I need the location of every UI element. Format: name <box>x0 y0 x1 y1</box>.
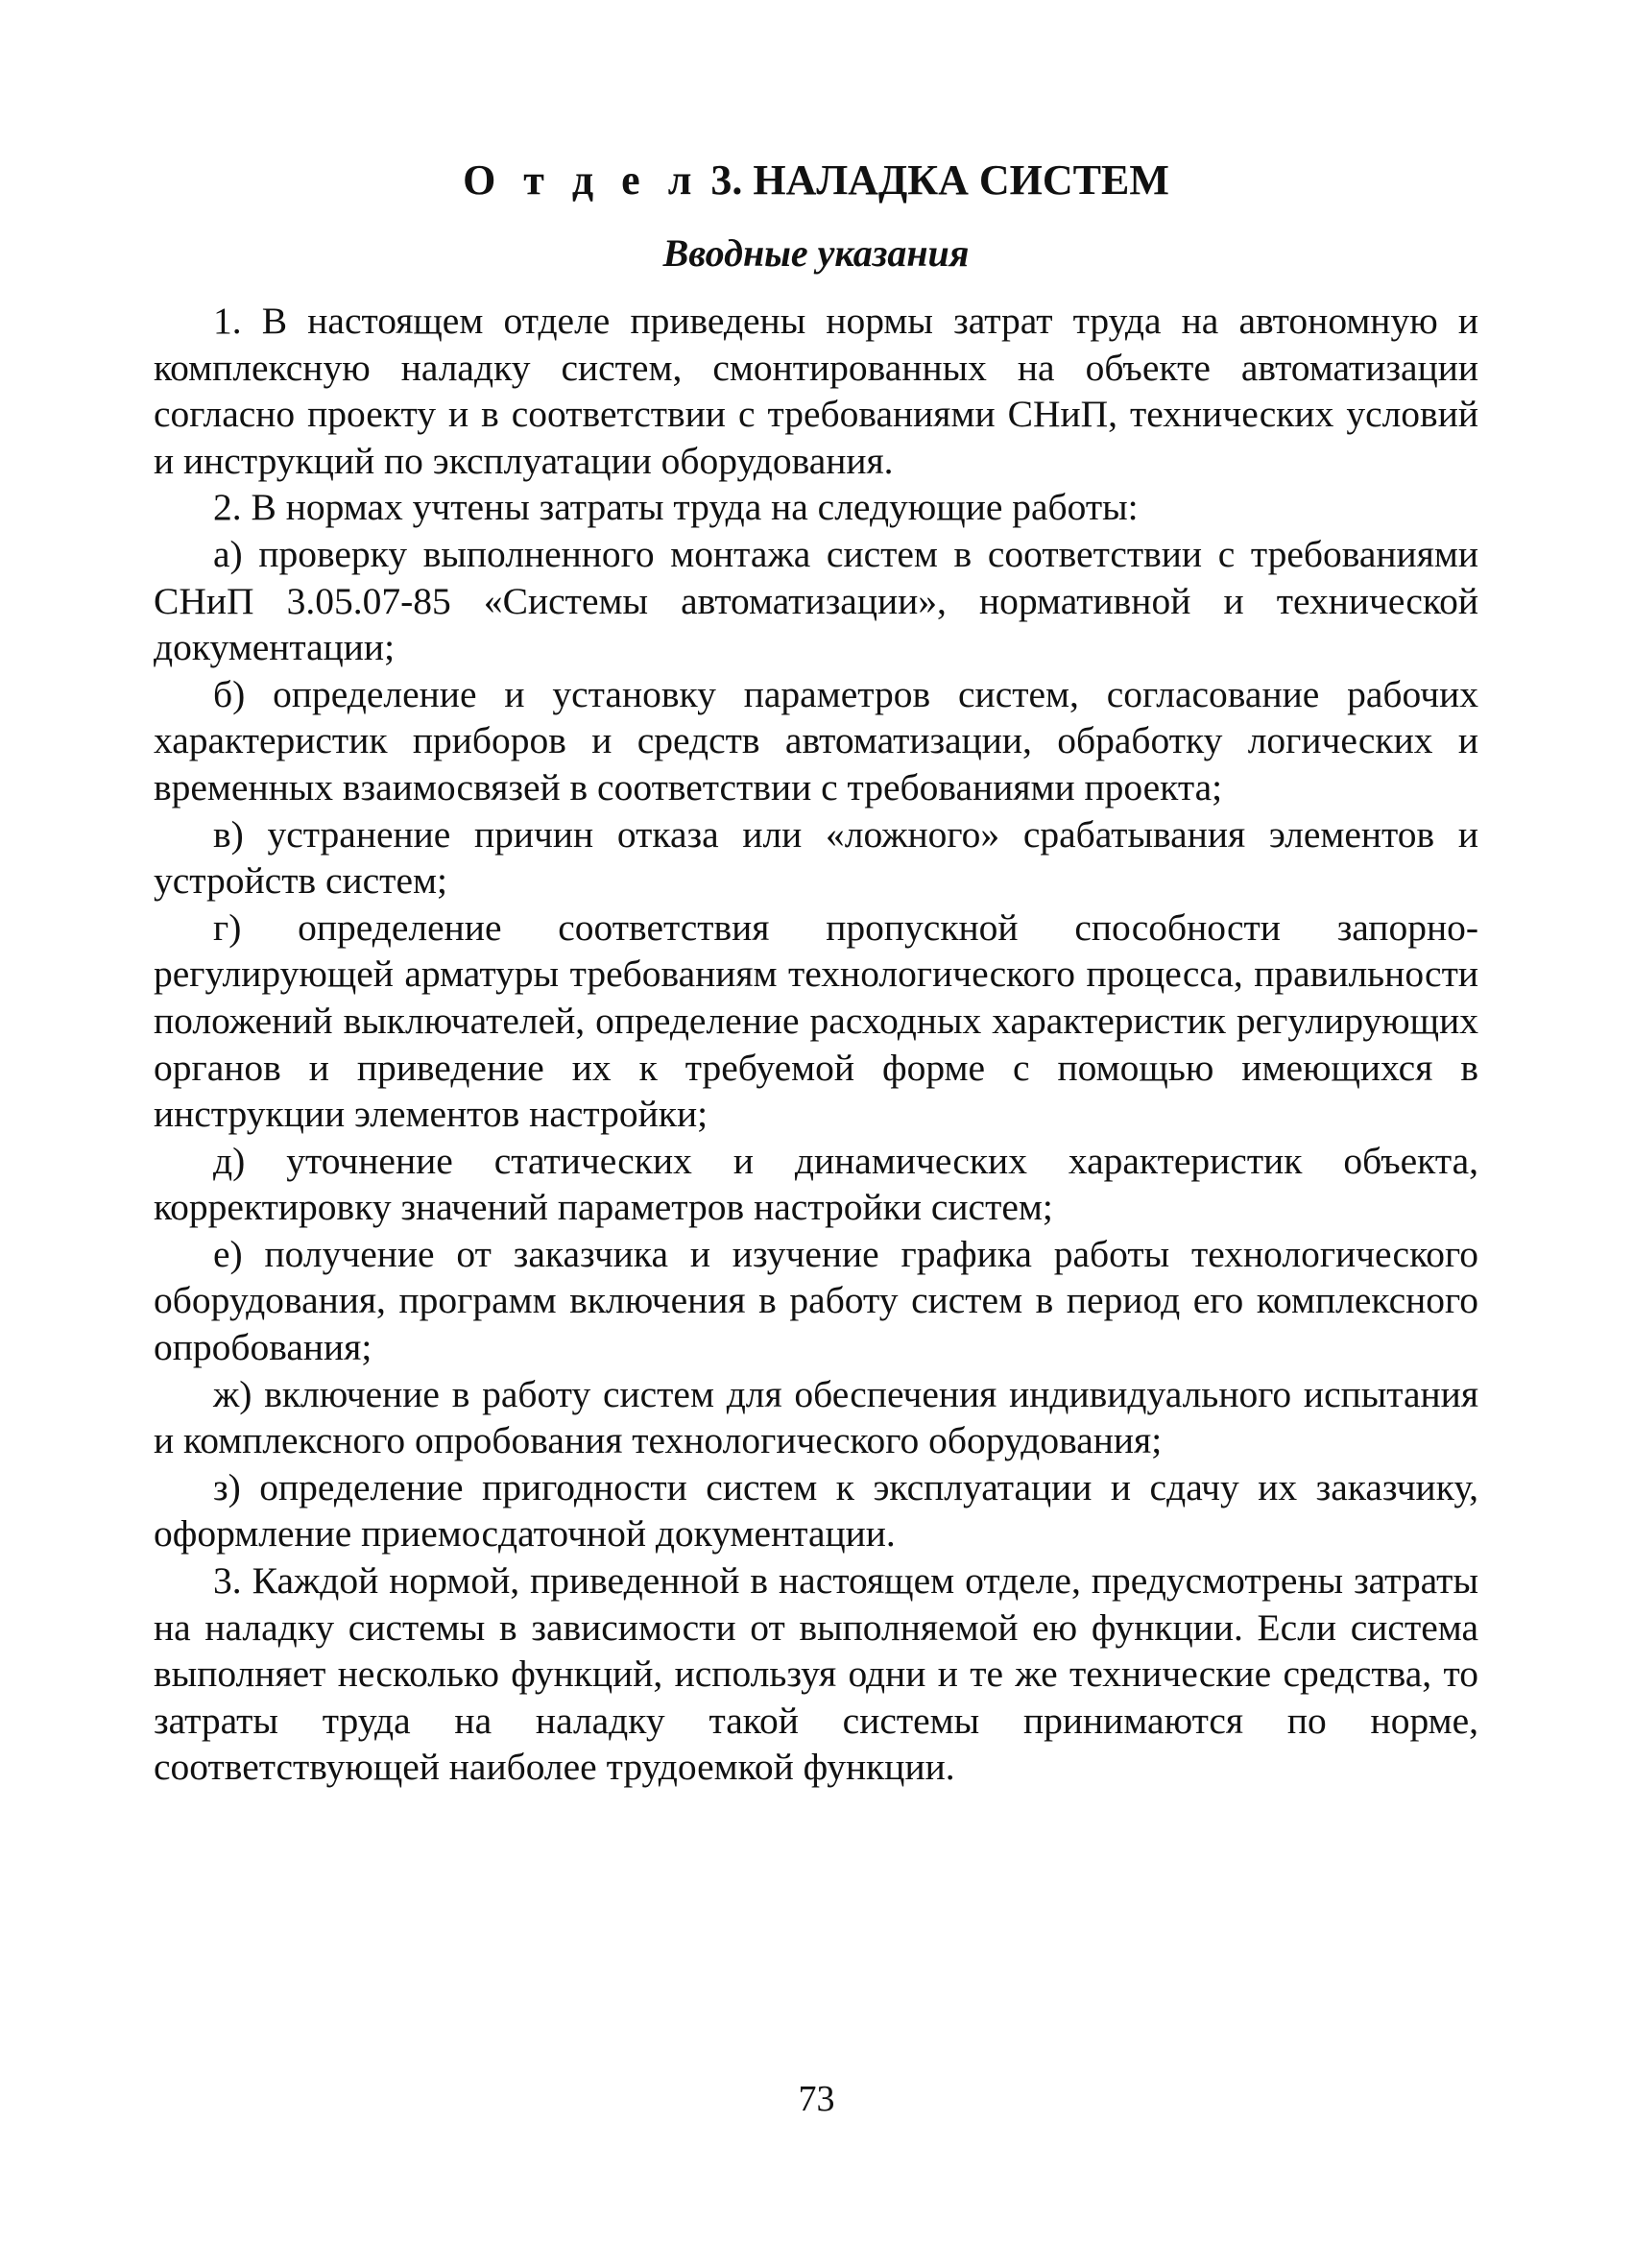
section-title <box>154 154 1478 207</box>
list-item-a: а) проверку выполненного монтажа систем в соответствии с требованиями СНиП 3.05.07-85 «Системы автоматизации», нормативной и технической документации; <box>154 532 1478 669</box>
page-number: 73 <box>798 2079 835 2119</box>
paragraph-2: 2. В нормах учтены затраты труда на следующие работы: <box>213 486 1139 529</box>
list-item-e: е) получение от заказчика и изучение графика работы технологического оборудования, программ включения в работу систем в период его комплексного опробования; <box>154 1232 1478 1369</box>
section-title-prefix: О т д е л <box>463 157 701 204</box>
list-item-d: д) уточнение статических и динамических характеристик объекта, корректировку значений параметров настройки систем; <box>154 1139 1478 1229</box>
list-item-b: б) определение и установку параметров систем, согласование рабочих характеристик приборов и средств автоматизации, обработку логических и временных взаимосвязей в соответствии с требованиями проекта; <box>154 672 1478 808</box>
list-item-zh: ж) включение в работу систем для обеспечения индивидуального испытания и комплексного опробования технологического оборудования; <box>154 1372 1478 1462</box>
list-item-z: з) определение пригодности систем к эксплуатации и сдачу их заказчику, оформление приемосдаточной документации. <box>154 1465 1478 1556</box>
list-item-g: г) определение соответствия пропускной способности запорно-регулирующей арматуры требованиям технологического процесса, правильности положений выключателей, определение расходных характеристик регулирующих органов и приведение их к требуемой форме с помощью имеющихся в инструкции элементов настройки; <box>154 905 1478 1136</box>
section-title-main: 3. НАЛАДКА СИСТЕМ <box>710 157 1169 204</box>
paragraph-3: 3. Каждой нормой, приведенной в настоящем отделе, предусмотрены затраты на наладку системы в зависимости от выполняемой ею функции. Если система выполняет несколько функций, используя одни и те же технические средства, то затраты труда на наладку такой системы принимаются по норме, соответствующей наиболее трудоемкой функции. <box>154 1559 1478 1789</box>
list-item-v: в) устранение причин отказа или «ложного» срабатывания элементов и устройств систем; <box>154 812 1478 903</box>
section-subtitle: Вводные указания <box>662 231 970 275</box>
paragraph-1: 1. В настоящем отделе приведены нормы затрат труда на автономную и комплексную наладку систем, смонтированных на объекте автоматизации согласно проекту и в соответствии с требованиями СНиП, технических условий и инструкций по эксплуатации оборудования. <box>154 300 1478 482</box>
document-page <box>154 154 1478 1791</box>
